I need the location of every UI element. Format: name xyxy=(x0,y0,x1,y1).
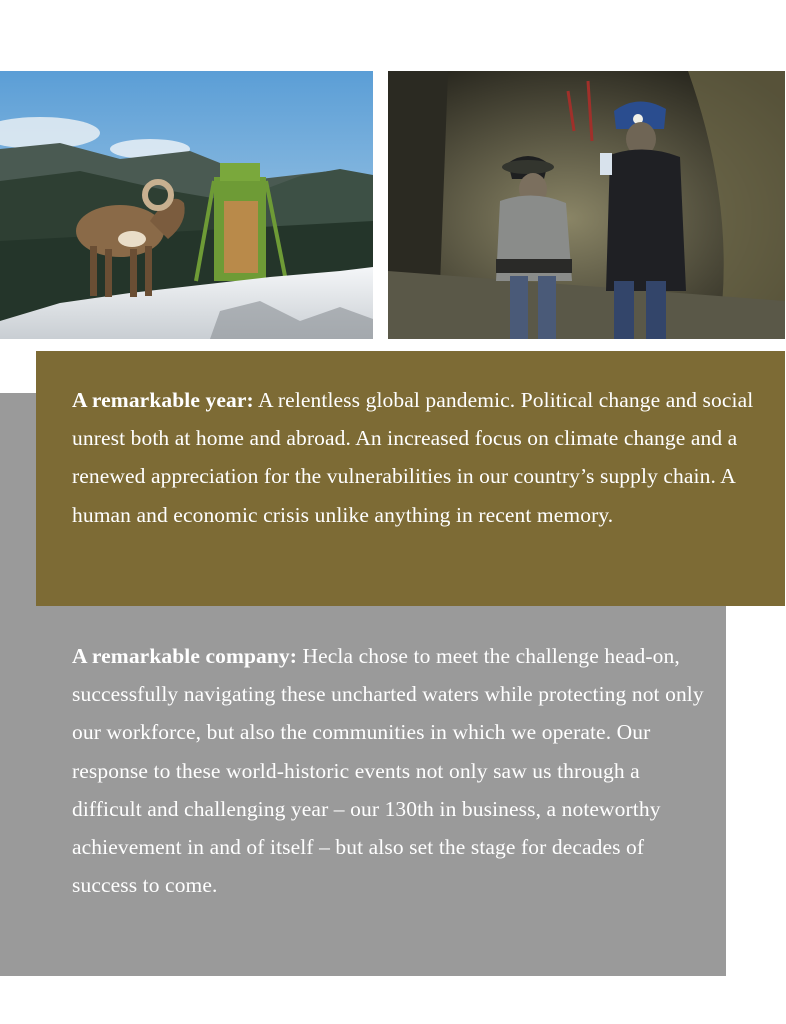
photo-underground-miners xyxy=(388,71,785,339)
remarkable-year-paragraph xyxy=(72,381,772,534)
remarkable-company-text: Hecla chose to meet the challenge head-on, successfully navigating these uncharted waters while protecting not only our workforce, but also the communities in which we operate. Our response to these world-historic events not only saw us through a difficult and challenging year – our 130th in business, a noteworthy achievement in and of itself – but also set the stage for decades of success to come. xyxy=(72,644,704,898)
miners-image xyxy=(388,71,785,339)
remarkable-company-paragraph xyxy=(72,637,712,904)
photo-bighorn-sheep xyxy=(0,71,373,339)
remarkable-year-lead: A remarkable year: xyxy=(72,388,254,412)
remarkable-company-lead: A remarkable company: xyxy=(72,644,298,668)
remarkable-year-text: A relentless global pandemic. Political change and social unrest both at home and abroad. An increased focus on climate change and a renewed appreciation for the vulnerabilities in our country’s supply chain. A human and economic crisis unlike anything in recent memory. xyxy=(72,388,754,527)
bighorn-sheep-image xyxy=(0,71,373,339)
